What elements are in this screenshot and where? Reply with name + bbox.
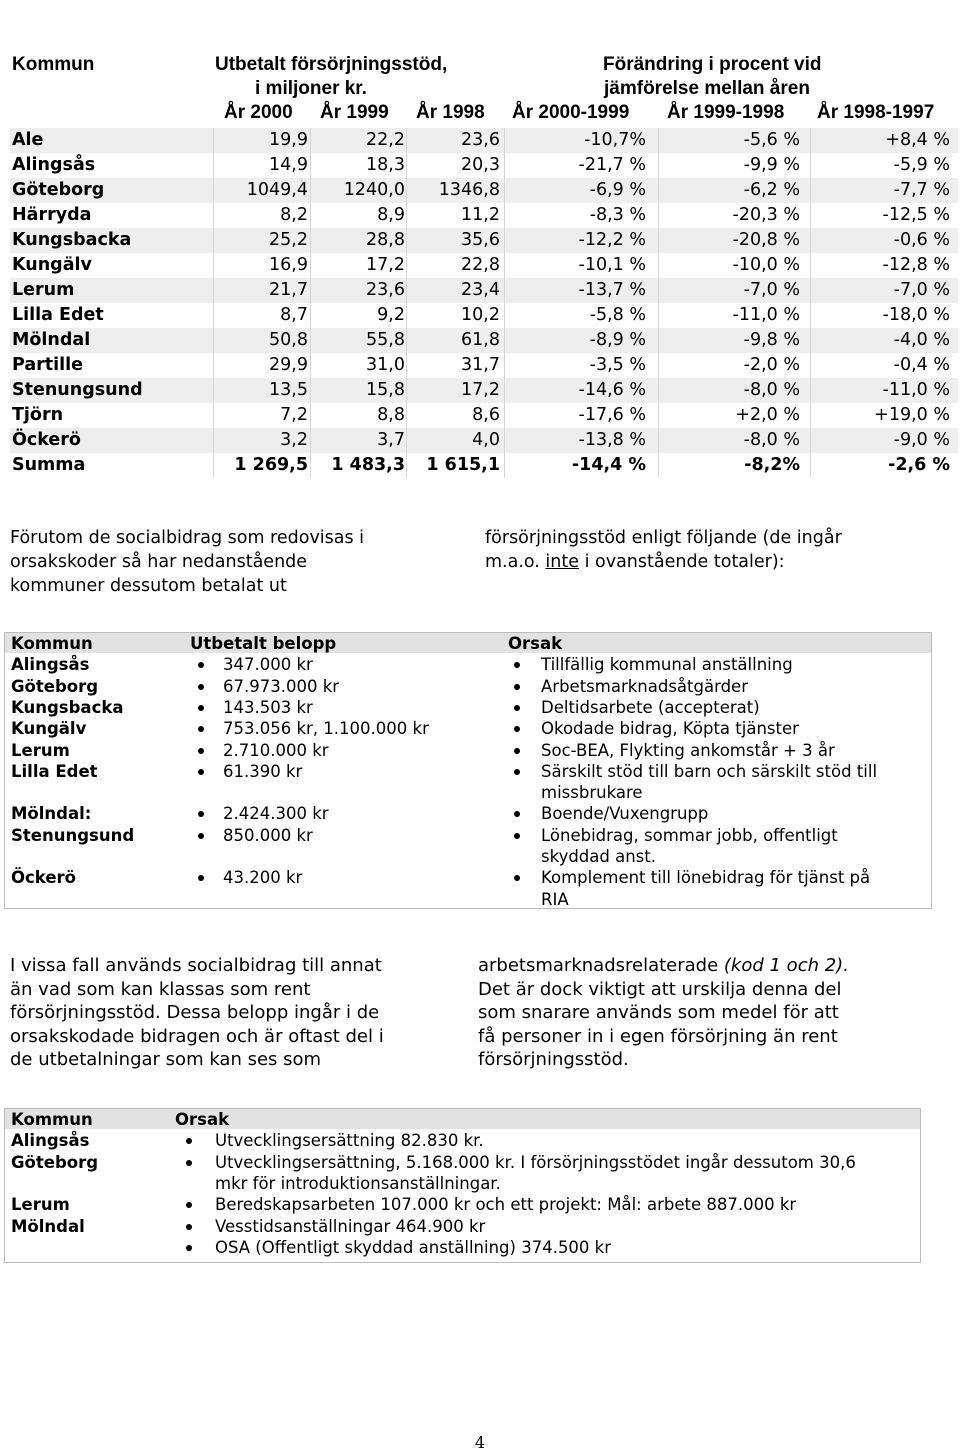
cell-change-2000-1999: -14,6 % bbox=[578, 380, 646, 400]
explanation-paragraph-left bbox=[10, 954, 470, 1072]
cell-year-1999: 18,3 bbox=[366, 155, 405, 175]
intro-paragraph-right bbox=[485, 526, 955, 574]
cell-year-2000: 1 269,5 bbox=[234, 455, 308, 475]
table-total-row bbox=[10, 453, 958, 478]
cell-year-1998: 31,7 bbox=[461, 355, 500, 375]
table-row bbox=[10, 278, 958, 303]
header-change-2000-1999: År 2000-1999 bbox=[512, 102, 630, 123]
row-orsak: Komplement till lönebidrag för tjänst på bbox=[541, 868, 871, 888]
cell-kommun: Lilla Edet bbox=[12, 305, 104, 325]
bullet-icon bbox=[198, 748, 204, 754]
cell-year-1998: 61,8 bbox=[461, 330, 500, 350]
table-row bbox=[10, 303, 958, 328]
row-orsak: OSA (Offentligt skyddad anställning) 374.500 kr bbox=[215, 1237, 612, 1257]
header-kommun: Kommun bbox=[12, 54, 95, 75]
row-belopp: 143.503 kr bbox=[223, 697, 313, 717]
cell-year-1999: 1 483,3 bbox=[331, 455, 405, 475]
table-row bbox=[10, 178, 958, 203]
explanation-line: Det är dock viktigt att urskilja denna del bbox=[478, 978, 842, 1000]
cell-change-1999-1998: +2,0 % bbox=[735, 405, 800, 425]
header-change-line1: Förändring i procent vid bbox=[603, 54, 822, 75]
intro-line: Förutom de socialbidrag som redovisas i bbox=[10, 528, 365, 548]
cell-year-1998: 23,4 bbox=[461, 280, 500, 300]
cell-year-1998: 1346,8 bbox=[438, 180, 500, 200]
cell-change-1999-1998: -20,8 % bbox=[732, 230, 800, 250]
intro-text: i ovanstående totaler): bbox=[579, 552, 785, 572]
intro-paragraph-left bbox=[10, 526, 470, 598]
intro-text: m.a.o. bbox=[485, 552, 546, 572]
bullet-icon bbox=[198, 875, 204, 881]
column-header-belopp: Utbetalt belopp bbox=[190, 634, 337, 653]
cell-change-2000-1999: -17,6 % bbox=[578, 405, 646, 425]
cell-kommun: Lerum bbox=[12, 280, 75, 300]
cell-change-1999-1998: -9,8 % bbox=[743, 330, 800, 350]
explanation-italic: (kod 1 och 2). bbox=[723, 955, 849, 976]
row-kommun: Kungsbacka bbox=[11, 697, 124, 717]
cell-change-1998-1997: -12,5 % bbox=[882, 205, 950, 225]
cell-year-1999: 8,8 bbox=[377, 405, 405, 425]
cell-change-2000-1999: -13,8 % bbox=[578, 430, 646, 450]
cell-change-1999-1998: -10,0 % bbox=[732, 255, 800, 275]
cell-change-1999-1998: -5,6 % bbox=[743, 130, 800, 150]
cell-kommun: Partille bbox=[12, 355, 84, 375]
cell-change-1998-1997: -18,0 % bbox=[882, 305, 950, 325]
row-orsak: RIA bbox=[541, 889, 569, 909]
cell-change-2000-1999: -3,5 % bbox=[589, 355, 646, 375]
table-row bbox=[10, 378, 958, 403]
bullet-icon bbox=[198, 705, 204, 711]
cell-year-2000: 8,2 bbox=[280, 205, 308, 225]
activation-table bbox=[4, 1108, 921, 1263]
header-change-1999-1998: År 1999-1998 bbox=[667, 102, 785, 123]
explanation-line: försörjningsstöd. bbox=[478, 1049, 629, 1070]
bullet-icon bbox=[514, 748, 520, 754]
row-kommun: Lilla Edet bbox=[11, 761, 98, 781]
intro-underlined-word: inte bbox=[545, 552, 580, 572]
bullet-icon bbox=[198, 833, 204, 839]
row-kommun: Göteborg bbox=[11, 1152, 99, 1172]
column-separator bbox=[310, 128, 311, 478]
cell-year-2000: 14,9 bbox=[269, 155, 308, 175]
table-header-band bbox=[5, 633, 931, 653]
table-row bbox=[10, 153, 958, 178]
row-orsak: skyddad anst. bbox=[541, 847, 656, 866]
cell-change-1998-1997: -4,0 % bbox=[893, 330, 950, 350]
row-kommun: Öckerö bbox=[11, 868, 77, 888]
header-paid-line1: Utbetalt försörjningsstöd, bbox=[215, 54, 448, 75]
cell-year-2000: 1049,4 bbox=[246, 180, 308, 200]
row-orsak: Beredskapsarbeten 107.000 kr och ett projekt: Mål: arbete 887.000 kr bbox=[215, 1195, 797, 1215]
row-orsak: Utvecklingsersättning 82.830 kr. bbox=[215, 1131, 484, 1151]
cell-change-1999-1998: -6,2 % bbox=[743, 180, 800, 200]
cell-year-1999: 22,2 bbox=[366, 130, 405, 150]
cell-year-1998: 1 615,1 bbox=[426, 455, 500, 475]
column-separator bbox=[213, 128, 214, 478]
row-belopp: 347.000 kr bbox=[223, 655, 313, 675]
cell-change-2000-1999: -8,9 % bbox=[589, 330, 646, 350]
column-header-orsak: Orsak bbox=[508, 634, 563, 653]
explanation-line: få personer in i egen försörjning än rent bbox=[478, 1025, 838, 1047]
bullet-icon bbox=[186, 1160, 192, 1166]
row-orsak: Boende/Vuxengrupp bbox=[541, 804, 709, 824]
cell-year-1999: 31,0 bbox=[366, 355, 405, 375]
extra-payments-table bbox=[4, 632, 932, 909]
row-orsak: Utvecklingsersättning, 5.168.000 kr. I försörjningsstödet ingår dessutom 30,6 bbox=[215, 1152, 856, 1172]
bullet-icon bbox=[186, 1202, 192, 1208]
explanation-line bbox=[478, 954, 956, 978]
explanation-line: orsakskodade bidragen och är oftast del i bbox=[10, 1025, 384, 1047]
bullet-icon bbox=[514, 662, 520, 668]
explanation-line: som snarare används som medel för att bbox=[478, 1002, 839, 1023]
row-kommun: Stenungsund bbox=[11, 825, 135, 845]
intro-line: orsakskoder så har nedanstående bbox=[10, 552, 308, 572]
bullet-icon bbox=[198, 811, 204, 817]
cell-change-2000-1999: -21,7 % bbox=[578, 155, 646, 175]
row-belopp: 2.710.000 kr bbox=[223, 740, 329, 760]
cell-change-1999-1998: -11,0 % bbox=[732, 305, 800, 325]
row-belopp: 67.973.000 kr bbox=[223, 676, 340, 696]
cell-year-1998: 17,2 bbox=[461, 380, 500, 400]
row-orsak: Soc-BEA, Flykting ankomstår + 3 år bbox=[541, 740, 835, 760]
cell-change-2000-1999: -10,7% bbox=[584, 130, 646, 150]
bullet-icon bbox=[186, 1138, 192, 1144]
row-belopp: 850.000 kr bbox=[223, 825, 313, 845]
cell-year-2000: 3,2 bbox=[280, 430, 308, 450]
cell-year-2000: 50,8 bbox=[269, 330, 308, 350]
bullet-icon bbox=[514, 811, 520, 817]
cell-kommun: Göteborg bbox=[12, 180, 105, 200]
explanation-line: försörjningsstöd. Dessa belopp ingår i de bbox=[10, 1002, 380, 1023]
cell-change-2000-1999: -10,1 % bbox=[578, 255, 646, 275]
row-kommun: Mölndal: bbox=[11, 804, 92, 824]
row-orsak: Deltidsarbete (accepterat) bbox=[541, 697, 760, 717]
cell-change-1998-1997: -0,4 % bbox=[893, 355, 950, 375]
cell-kommun: Summa bbox=[12, 455, 86, 475]
row-kommun: Lerum bbox=[11, 1195, 70, 1215]
header-year-2000: År 2000 bbox=[224, 102, 293, 123]
main-table-header bbox=[10, 50, 958, 130]
cell-change-1999-1998: -7,0 % bbox=[743, 280, 800, 300]
cell-year-2000: 19,9 bbox=[269, 130, 308, 150]
cell-year-1999: 9,2 bbox=[377, 305, 405, 325]
cell-kommun: Alingsås bbox=[12, 155, 96, 175]
table-row bbox=[10, 253, 958, 278]
table-row bbox=[10, 228, 958, 253]
bullet-icon bbox=[514, 726, 520, 732]
cell-year-1998: 11,2 bbox=[461, 205, 500, 225]
cell-year-1998: 8,6 bbox=[472, 405, 500, 425]
cell-kommun: Stenungsund bbox=[12, 380, 143, 400]
table-row bbox=[10, 428, 958, 453]
cell-kommun: Kungälv bbox=[12, 255, 92, 275]
row-kommun: Alingsås bbox=[11, 1131, 90, 1151]
cell-year-2000: 21,7 bbox=[269, 280, 308, 300]
cell-change-2000-1999: -6,9 % bbox=[589, 180, 646, 200]
cell-change-1999-1998: -2,0 % bbox=[743, 355, 800, 375]
cell-year-2000: 25,2 bbox=[269, 230, 308, 250]
table-row bbox=[10, 128, 958, 153]
cell-change-2000-1999: -13,7 % bbox=[578, 280, 646, 300]
row-belopp: 2.424.300 kr bbox=[223, 804, 329, 824]
intro-line bbox=[485, 550, 955, 574]
cell-change-1998-1997: -11,0 % bbox=[882, 380, 950, 400]
row-kommun: Alingsås bbox=[11, 655, 90, 675]
row-belopp: 753.056 kr, 1.100.000 kr bbox=[223, 719, 429, 739]
intro-line: försörjningsstöd enligt följande (de ingår bbox=[485, 528, 842, 548]
cell-year-1999: 1240,0 bbox=[343, 180, 405, 200]
table-header-band bbox=[5, 1109, 920, 1129]
row-kommun: Mölndal bbox=[11, 1216, 85, 1236]
cell-kommun: Tjörn bbox=[12, 405, 64, 425]
column-header-orsak: Orsak bbox=[175, 1110, 230, 1129]
header-paid-line2: i miljoner kr. bbox=[255, 78, 367, 99]
cell-change-1998-1997: -7,7 % bbox=[893, 180, 950, 200]
header-year-1999: År 1999 bbox=[320, 102, 389, 123]
cell-change-1998-1997: +19,0 % bbox=[874, 405, 950, 425]
intro-line: kommuner dessutom betalat ut bbox=[10, 576, 287, 596]
column-separator bbox=[810, 128, 811, 478]
cell-change-1998-1997: -9,0 % bbox=[893, 430, 950, 450]
row-kommun: Lerum bbox=[11, 740, 70, 760]
cell-change-2000-1999: -12,2 % bbox=[578, 230, 646, 250]
cell-year-1999: 15,8 bbox=[366, 380, 405, 400]
header-year-1998: År 1998 bbox=[416, 102, 485, 123]
bullet-icon bbox=[514, 833, 520, 839]
cell-year-1999: 23,6 bbox=[366, 280, 405, 300]
explanation-line: än vad som kan klassas som rent bbox=[10, 978, 311, 1000]
column-header-kommun: Kommun bbox=[11, 634, 93, 653]
cell-change-1998-1997: +8,4 % bbox=[885, 130, 950, 150]
cell-year-1998: 35,6 bbox=[461, 230, 500, 250]
column-separator bbox=[406, 128, 407, 478]
table-row bbox=[10, 203, 958, 228]
cell-change-2000-1999: -14,4 % bbox=[571, 455, 646, 475]
cell-year-2000: 8,7 bbox=[280, 305, 308, 325]
bullet-icon bbox=[514, 769, 520, 775]
row-belopp: 43.200 kr bbox=[223, 868, 303, 888]
cell-year-1998: 10,2 bbox=[461, 305, 500, 325]
cell-change-1999-1998: -8,0 % bbox=[743, 430, 800, 450]
row-belopp: 61.390 kr bbox=[223, 761, 303, 781]
explanation-line: I vissa fall används socialbidrag till annat bbox=[10, 955, 382, 976]
cell-year-1999: 3,7 bbox=[377, 430, 405, 450]
cell-kommun: Ale bbox=[12, 130, 44, 150]
bullet-icon bbox=[186, 1224, 192, 1230]
cell-change-2000-1999: -5,8 % bbox=[589, 305, 646, 325]
cell-year-2000: 16,9 bbox=[269, 255, 308, 275]
explanation-paragraph-right bbox=[478, 954, 956, 1072]
cell-year-1998: 4,0 bbox=[472, 430, 500, 450]
cell-change-1998-1997: -2,6 % bbox=[888, 455, 950, 475]
bullet-icon bbox=[198, 726, 204, 732]
cell-kommun: Öckerö bbox=[12, 430, 81, 450]
row-orsak: Lönebidrag, sommar jobb, offentligt bbox=[541, 825, 838, 845]
bullet-icon bbox=[514, 684, 520, 690]
bullet-icon bbox=[514, 875, 520, 881]
row-orsak: Arbetsmarknadsåtgärder bbox=[541, 676, 748, 696]
column-separator bbox=[658, 128, 659, 478]
cell-change-1998-1997: -5,9 % bbox=[893, 155, 950, 175]
bullet-icon bbox=[514, 705, 520, 711]
cell-year-1999: 17,2 bbox=[366, 255, 405, 275]
table-row bbox=[10, 353, 958, 378]
cell-kommun: Härryda bbox=[12, 205, 92, 225]
cell-change-1998-1997: -7,0 % bbox=[893, 280, 950, 300]
page-number: 4 bbox=[474, 1433, 486, 1452]
cell-change-1999-1998: -9,9 % bbox=[743, 155, 800, 175]
row-orsak: mkr för introduktionsanställningar. bbox=[215, 1173, 501, 1193]
cell-year-2000: 7,2 bbox=[280, 405, 308, 425]
column-separator bbox=[504, 128, 505, 478]
cell-year-1998: 22,8 bbox=[461, 255, 500, 275]
header-change-line2: jämförelse mellan åren bbox=[604, 78, 810, 99]
row-kommun: Kungälv bbox=[11, 719, 87, 739]
header-change-1998-1997: År 1998-1997 bbox=[817, 102, 935, 123]
table-row bbox=[10, 403, 958, 428]
cell-year-1998: 20,3 bbox=[461, 155, 500, 175]
bullet-icon bbox=[186, 1245, 192, 1251]
row-orsak: Tillfällig kommunal anställning bbox=[541, 655, 793, 675]
row-orsak: missbrukare bbox=[541, 783, 643, 803]
cell-year-2000: 29,9 bbox=[269, 355, 308, 375]
row-kommun: Göteborg bbox=[11, 676, 99, 696]
cell-year-1999: 28,8 bbox=[366, 230, 405, 250]
row-orsak: Vesstidsanställningar 464.900 kr bbox=[215, 1216, 486, 1236]
column-header-kommun: Kommun bbox=[11, 1110, 93, 1129]
bullet-icon bbox=[198, 662, 204, 668]
cell-change-1999-1998: -8,0 % bbox=[743, 380, 800, 400]
table-row bbox=[10, 328, 958, 353]
row-orsak: Okodade bidrag, Köpta tjänster bbox=[541, 719, 799, 739]
cell-kommun: Kungsbacka bbox=[12, 230, 132, 250]
row-orsak: Särskilt stöd till barn och särskilt stöd till bbox=[541, 761, 878, 781]
cell-year-1998: 23,6 bbox=[461, 130, 500, 150]
cell-change-1999-1998: -20,3 % bbox=[732, 205, 800, 225]
cell-kommun: Mölndal bbox=[12, 330, 91, 350]
bullet-icon bbox=[198, 769, 204, 775]
explanation-text: arbetsmarknadsrelaterade bbox=[478, 955, 724, 976]
cell-change-1998-1997: -0,6 % bbox=[893, 230, 950, 250]
cell-year-2000: 13,5 bbox=[269, 380, 308, 400]
cell-year-1999: 8,9 bbox=[377, 205, 405, 225]
cell-change-1999-1998: -8,2% bbox=[744, 455, 800, 475]
bullet-icon bbox=[198, 684, 204, 690]
cell-change-1998-1997: -12,8 % bbox=[882, 255, 950, 275]
cell-year-1999: 55,8 bbox=[366, 330, 405, 350]
cell-change-2000-1999: -8,3 % bbox=[589, 205, 646, 225]
explanation-line: de utbetalningar som kan ses som bbox=[10, 1049, 322, 1070]
